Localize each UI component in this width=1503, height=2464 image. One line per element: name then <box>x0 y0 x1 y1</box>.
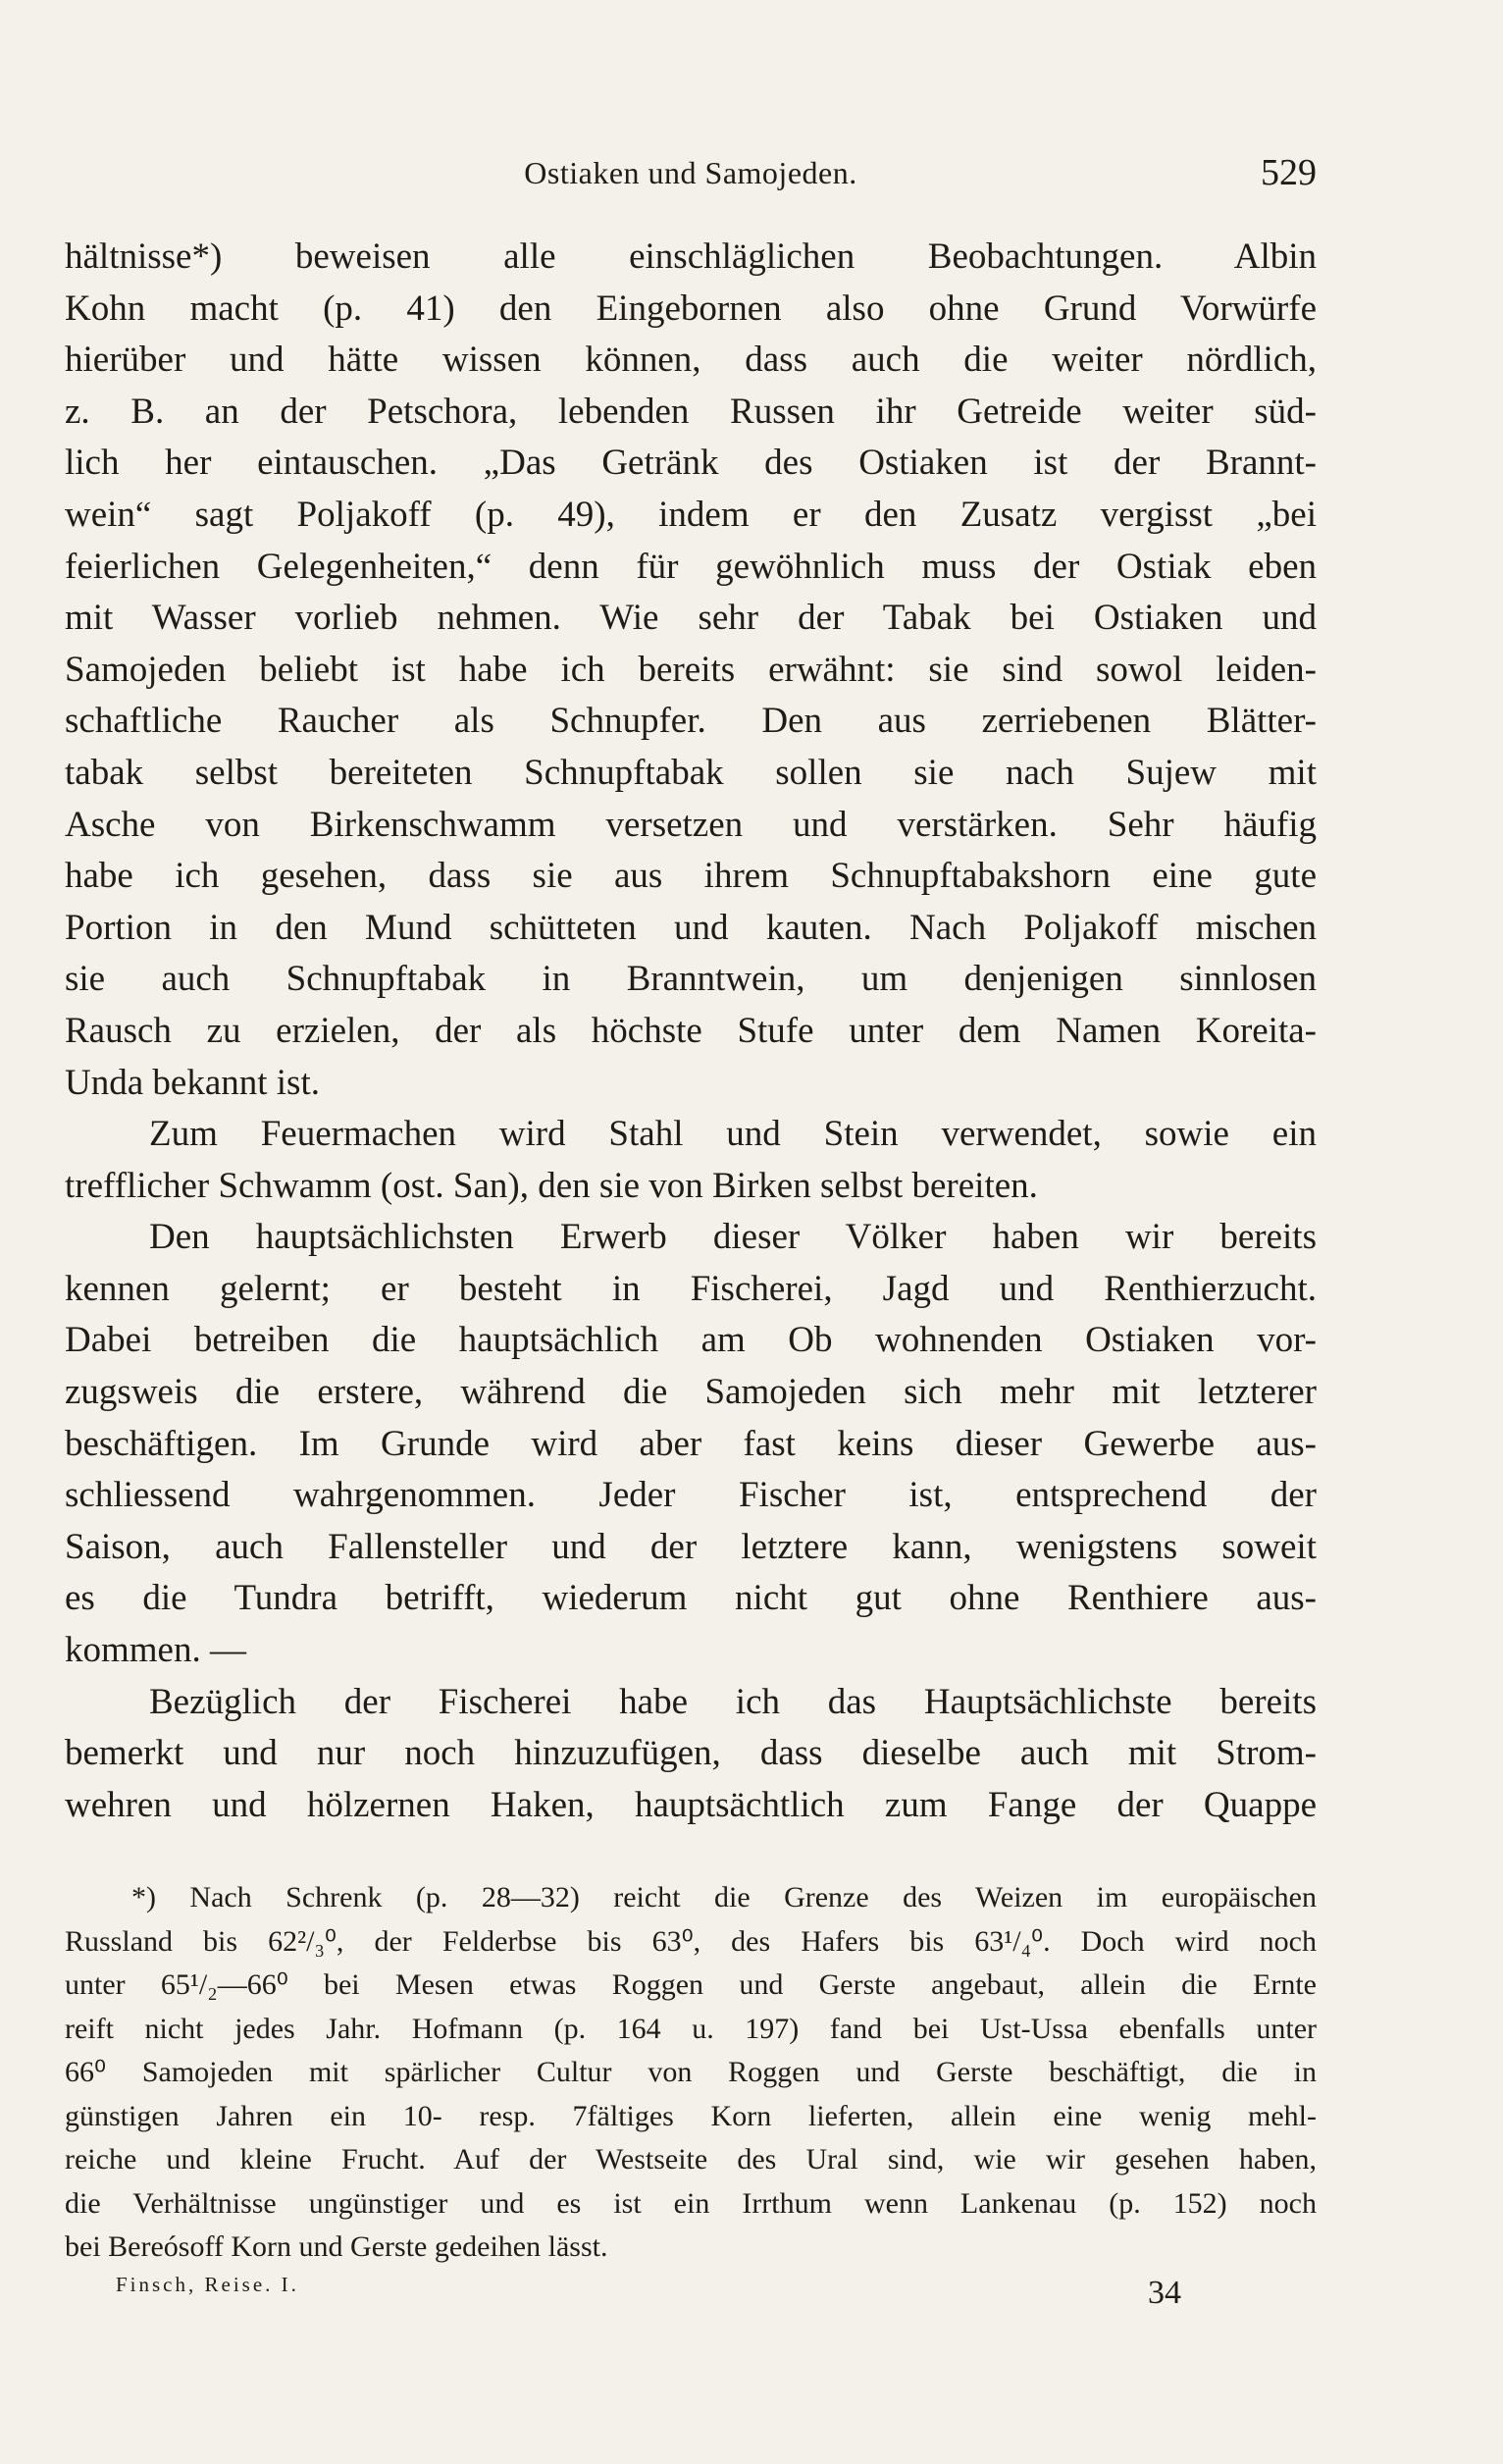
text-line: kommen. — <box>65 1630 246 1671</box>
text-line: kennen gelernt; er besteht in Fischerei, Jagd und Renthierzucht. <box>65 1268 1317 1309</box>
text-line: bemerkt und nur noch hinzuzufügen, dass dieselbe auch mit Strom- <box>65 1733 1317 1774</box>
text-line: mit Wasser vorlieb nehmen. Wie sehr der Tabak bei Ostiaken und <box>65 598 1317 639</box>
footnote-line: 66⁰ Samojeden mit spärlicher Cultur von Roggen und Gerste beschäftigt, die in <box>65 2056 1317 2088</box>
footnote-line: reift nicht jedes Jahr. Hofmann (p. 164 u. 197) fand bei Ust-Ussa ebenfalls unter <box>65 2012 1317 2045</box>
page-header <box>65 152 1317 204</box>
text-line: Unda bekannt ist. <box>65 1062 320 1103</box>
text-line: Dabei betreiben die hauptsächlich am Ob wohnenden Ostiaken vor- <box>65 1320 1317 1361</box>
text-line: hältnisse*) beweisen alle einschläglichen Beobachtungen. Albin <box>65 236 1317 277</box>
footnote-line: die Verhältnisse ungünstiger und es ist ein Irrthum wenn Lankenau (p. 152) noch <box>65 2186 1317 2220</box>
text-line: z. B. an der Petschora, lebenden Russen ihr Getreide weiter süd- <box>65 391 1317 432</box>
text-line: sie auch Schnupftabak in Branntwein, um denjenigen sinnlosen <box>65 959 1317 1000</box>
text-line: Kohn macht (p. 41) den Eingebornen also ohne Grund Vorwürfe <box>65 288 1317 329</box>
footnote-line: unter 65¹/₂—66⁰ bei Mesen etwas Roggen und Gerste angebaut, allein die Ernte <box>65 1968 1317 2001</box>
footnote-line: *) Nach Schrenk (p. 28—32) reicht die Grenze des Weizen im europäischen <box>131 1881 1317 1914</box>
footnote <box>65 1876 1317 2270</box>
running-title: Ostiaken und Samojeden. <box>524 155 857 190</box>
sheet-number: 34 <box>1148 2275 1181 2311</box>
text-line: habe ich gesehen, dass sie aus ihrem Schnupftabakshorn eine gute <box>65 856 1317 897</box>
page-footer <box>116 2273 1195 2322</box>
text-line: Saison, auch Fallensteller und der letztere kann, wenigstens soweit <box>65 1526 1317 1567</box>
footnote-line: bei Bereósoff Korn und Gerste gedeihen lässt. <box>65 2230 608 2263</box>
text-line: Rausch zu erzielen, der als höchste Stufe unter dem Namen Koreita- <box>65 1010 1317 1051</box>
text-line: schliessend wahrgenommen. Jeder Fischer ist, entsprechend der <box>65 1475 1317 1516</box>
text-line: tabak selbst bereiteten Schnupftabak sollen sie nach Sujew mit <box>65 752 1317 793</box>
text-line: beschäftigen. Im Grunde wird aber fast keins dieser Gewerbe aus- <box>65 1423 1317 1464</box>
text-line: feierlichen Gelegenheiten,“ denn für gewöhnlich muss der Ostiak eben <box>65 546 1317 587</box>
text-line: Samojeden beliebt ist habe ich bereits erwähnt: sie sind sowol leiden- <box>65 649 1317 690</box>
text-line: wein“ sagt Poljakoff (p. 49), indem er den Zusatz vergisst „bei <box>65 494 1317 535</box>
text-line: Bezüglich der Fischerei habe ich das Hauptsächlichste bereits <box>149 1681 1317 1722</box>
footnote-line: reiche und kleine Frucht. Auf der Westseite des Ural sind, wie wir gesehen haben, <box>65 2143 1317 2176</box>
printer-signature: Finsch, Reise. I. <box>116 2273 299 2296</box>
text-line: es die Tundra betrifft, wiederum nicht gut ohne Renthiere aus- <box>65 1578 1317 1619</box>
text-line: Asche von Birkenschwamm versetzen und verstärken. Sehr häufig <box>65 804 1317 845</box>
text-line: lich her eintauschen. „Das Getränk des Ostiaken ist der Brannt- <box>65 443 1317 484</box>
text-line: Zum Feuermachen wird Stahl und Stein verwendet, sowie ein <box>149 1114 1317 1155</box>
footnote-line: Russland bis 62²/₃⁰, der Felderbse bis 63⁰, des Hafers bis 63¹/₄⁰. Doch wird noch <box>65 1924 1317 1958</box>
footnote-line: günstigen Jahren ein 10- resp. 7fältiges Korn lieferten, allein eine wenig mehl- <box>65 2099 1317 2132</box>
text-line: schaftliche Raucher als Schnupfer. Den aus zerriebenen Blätter- <box>65 701 1317 742</box>
text-line: trefflicher Schwamm (ost. San), den sie von Birken selbst bereiten. <box>65 1165 1038 1206</box>
page-number: 529 <box>1261 152 1317 193</box>
text-line: Portion in den Mund schütteten und kauten. Nach Poljakoff mischen <box>65 907 1317 948</box>
text-line: hierüber und hätte wissen können, dass auch die weiter nördlich, <box>65 340 1317 381</box>
text-line: Den hauptsächlichsten Erwerb dieser Völker haben wir bereits <box>149 1217 1317 1258</box>
main-text <box>65 232 1317 1831</box>
text-line: zugsweis die erstere, während die Samojeden sich mehr mit letzterer <box>65 1372 1317 1413</box>
text-line: wehren und hölzernen Haken, hauptsächtlich zum Fange der Quappe <box>65 1784 1317 1825</box>
